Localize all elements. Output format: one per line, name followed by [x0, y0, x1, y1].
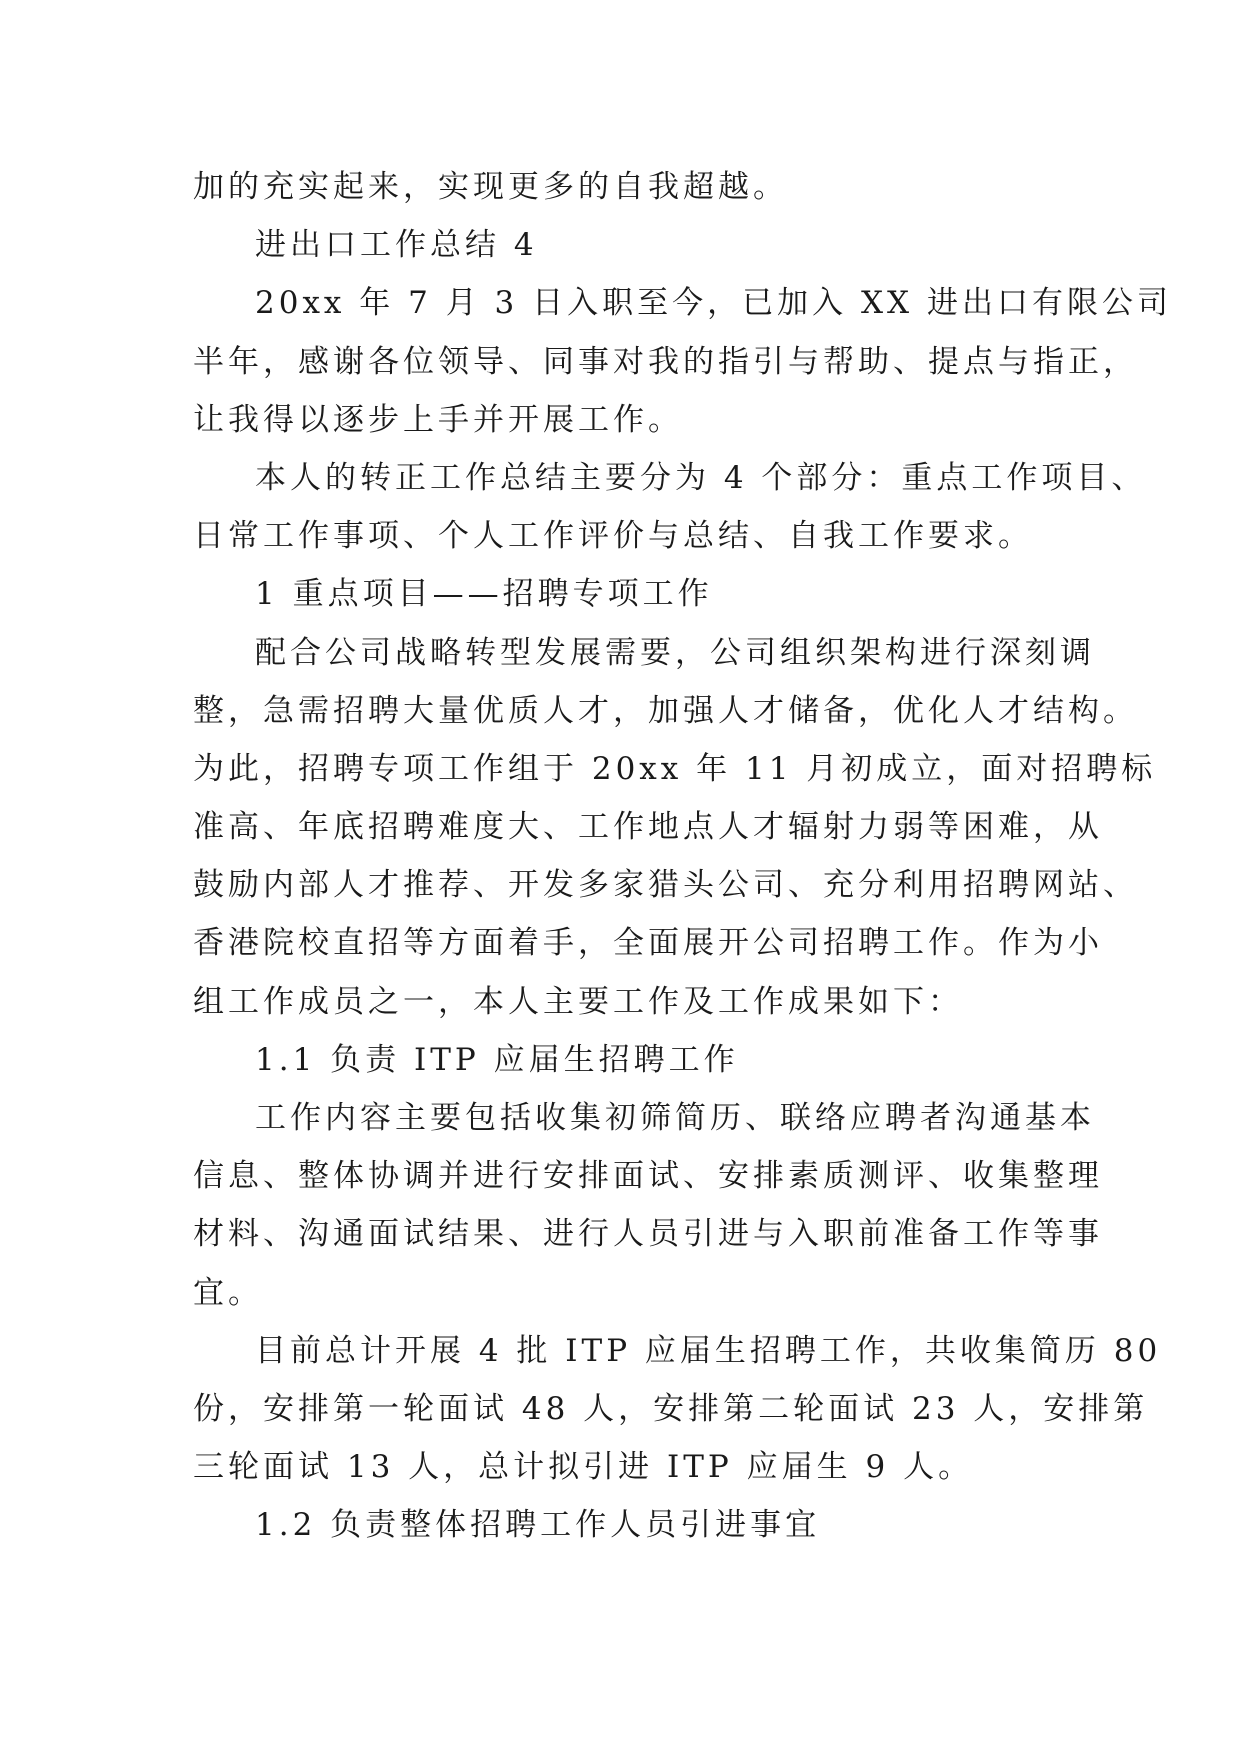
text-line: 半年，感谢各位领导、同事对我的指引与帮助、提点与指正，: [193, 343, 1138, 380]
text-line: 鼓励内部人才推荐、开发多家猎头公司、充分利用招聘网站、: [193, 867, 1138, 904]
section-title: 进出口工作总结 4: [255, 227, 538, 264]
text-line: 加的充实起来，实现更多的自我超越。: [193, 169, 788, 205]
text-line: 本人的转正工作总结主要分为 4 个部分：重点工作项目、: [255, 459, 1147, 496]
text-line: 三轮面试 13 人，总计拟引进 ITP 应届生 9 人。: [193, 1449, 974, 1486]
text-line: 宜。: [193, 1274, 263, 1311]
text-line: 份，安排第一轮面试 48 人，安排第二轮面试 23 人，安排第: [193, 1390, 1149, 1427]
subsection-heading: 1.2 负责整体招聘工作人员引进事宜: [255, 1507, 821, 1544]
text-line: 香港院校直招等方面着手，全面展开公司招聘工作。作为小: [193, 925, 1103, 962]
text-line: 组工作成员之一，本人主要工作及工作成果如下：: [193, 983, 963, 1020]
section-heading: 1 重点项目——招聘专项工作: [255, 576, 713, 613]
text-line: 工作内容主要包括收集初筛简历、联络应聘者沟通基本: [255, 1100, 1095, 1136]
text-line: 日常工作事项、个人工作评价与总结、自我工作要求。: [193, 518, 1033, 555]
text-line: 目前总计开展 4 批 ITP 应届生招聘工作，共收集简历 80: [255, 1332, 1162, 1369]
text-line: 材料、沟通面试结果、进行人员引进与入职前准备工作等事: [193, 1216, 1103, 1253]
text-line: 信息、整体协调并进行安排面试、安排素质测评、收集整理: [193, 1158, 1103, 1195]
subsection-heading: 1.1 负责 ITP 应届生招聘工作: [255, 1041, 739, 1078]
document-body: [193, 158, 1172, 1555]
text-line: 为此，招聘专项工作组于 20xx 年 11 月初成立，面对招聘标: [193, 750, 1157, 787]
text-line: 准高、年底招聘难度大、工作地点人才辐射力弱等困难，从: [193, 809, 1103, 846]
text-line: 整，急需招聘大量优质人才，加强人才储备，优化人才结构。: [193, 692, 1138, 729]
text-line: 让我得以逐步上手并开展工作。: [193, 401, 683, 438]
text-line: 20xx 年 7 月 3 日入职至今，已加入 XX 进出口有限公司: [255, 285, 1172, 322]
text-line: 配合公司战略转型发展需要，公司组织架构进行深刻调: [255, 634, 1095, 671]
